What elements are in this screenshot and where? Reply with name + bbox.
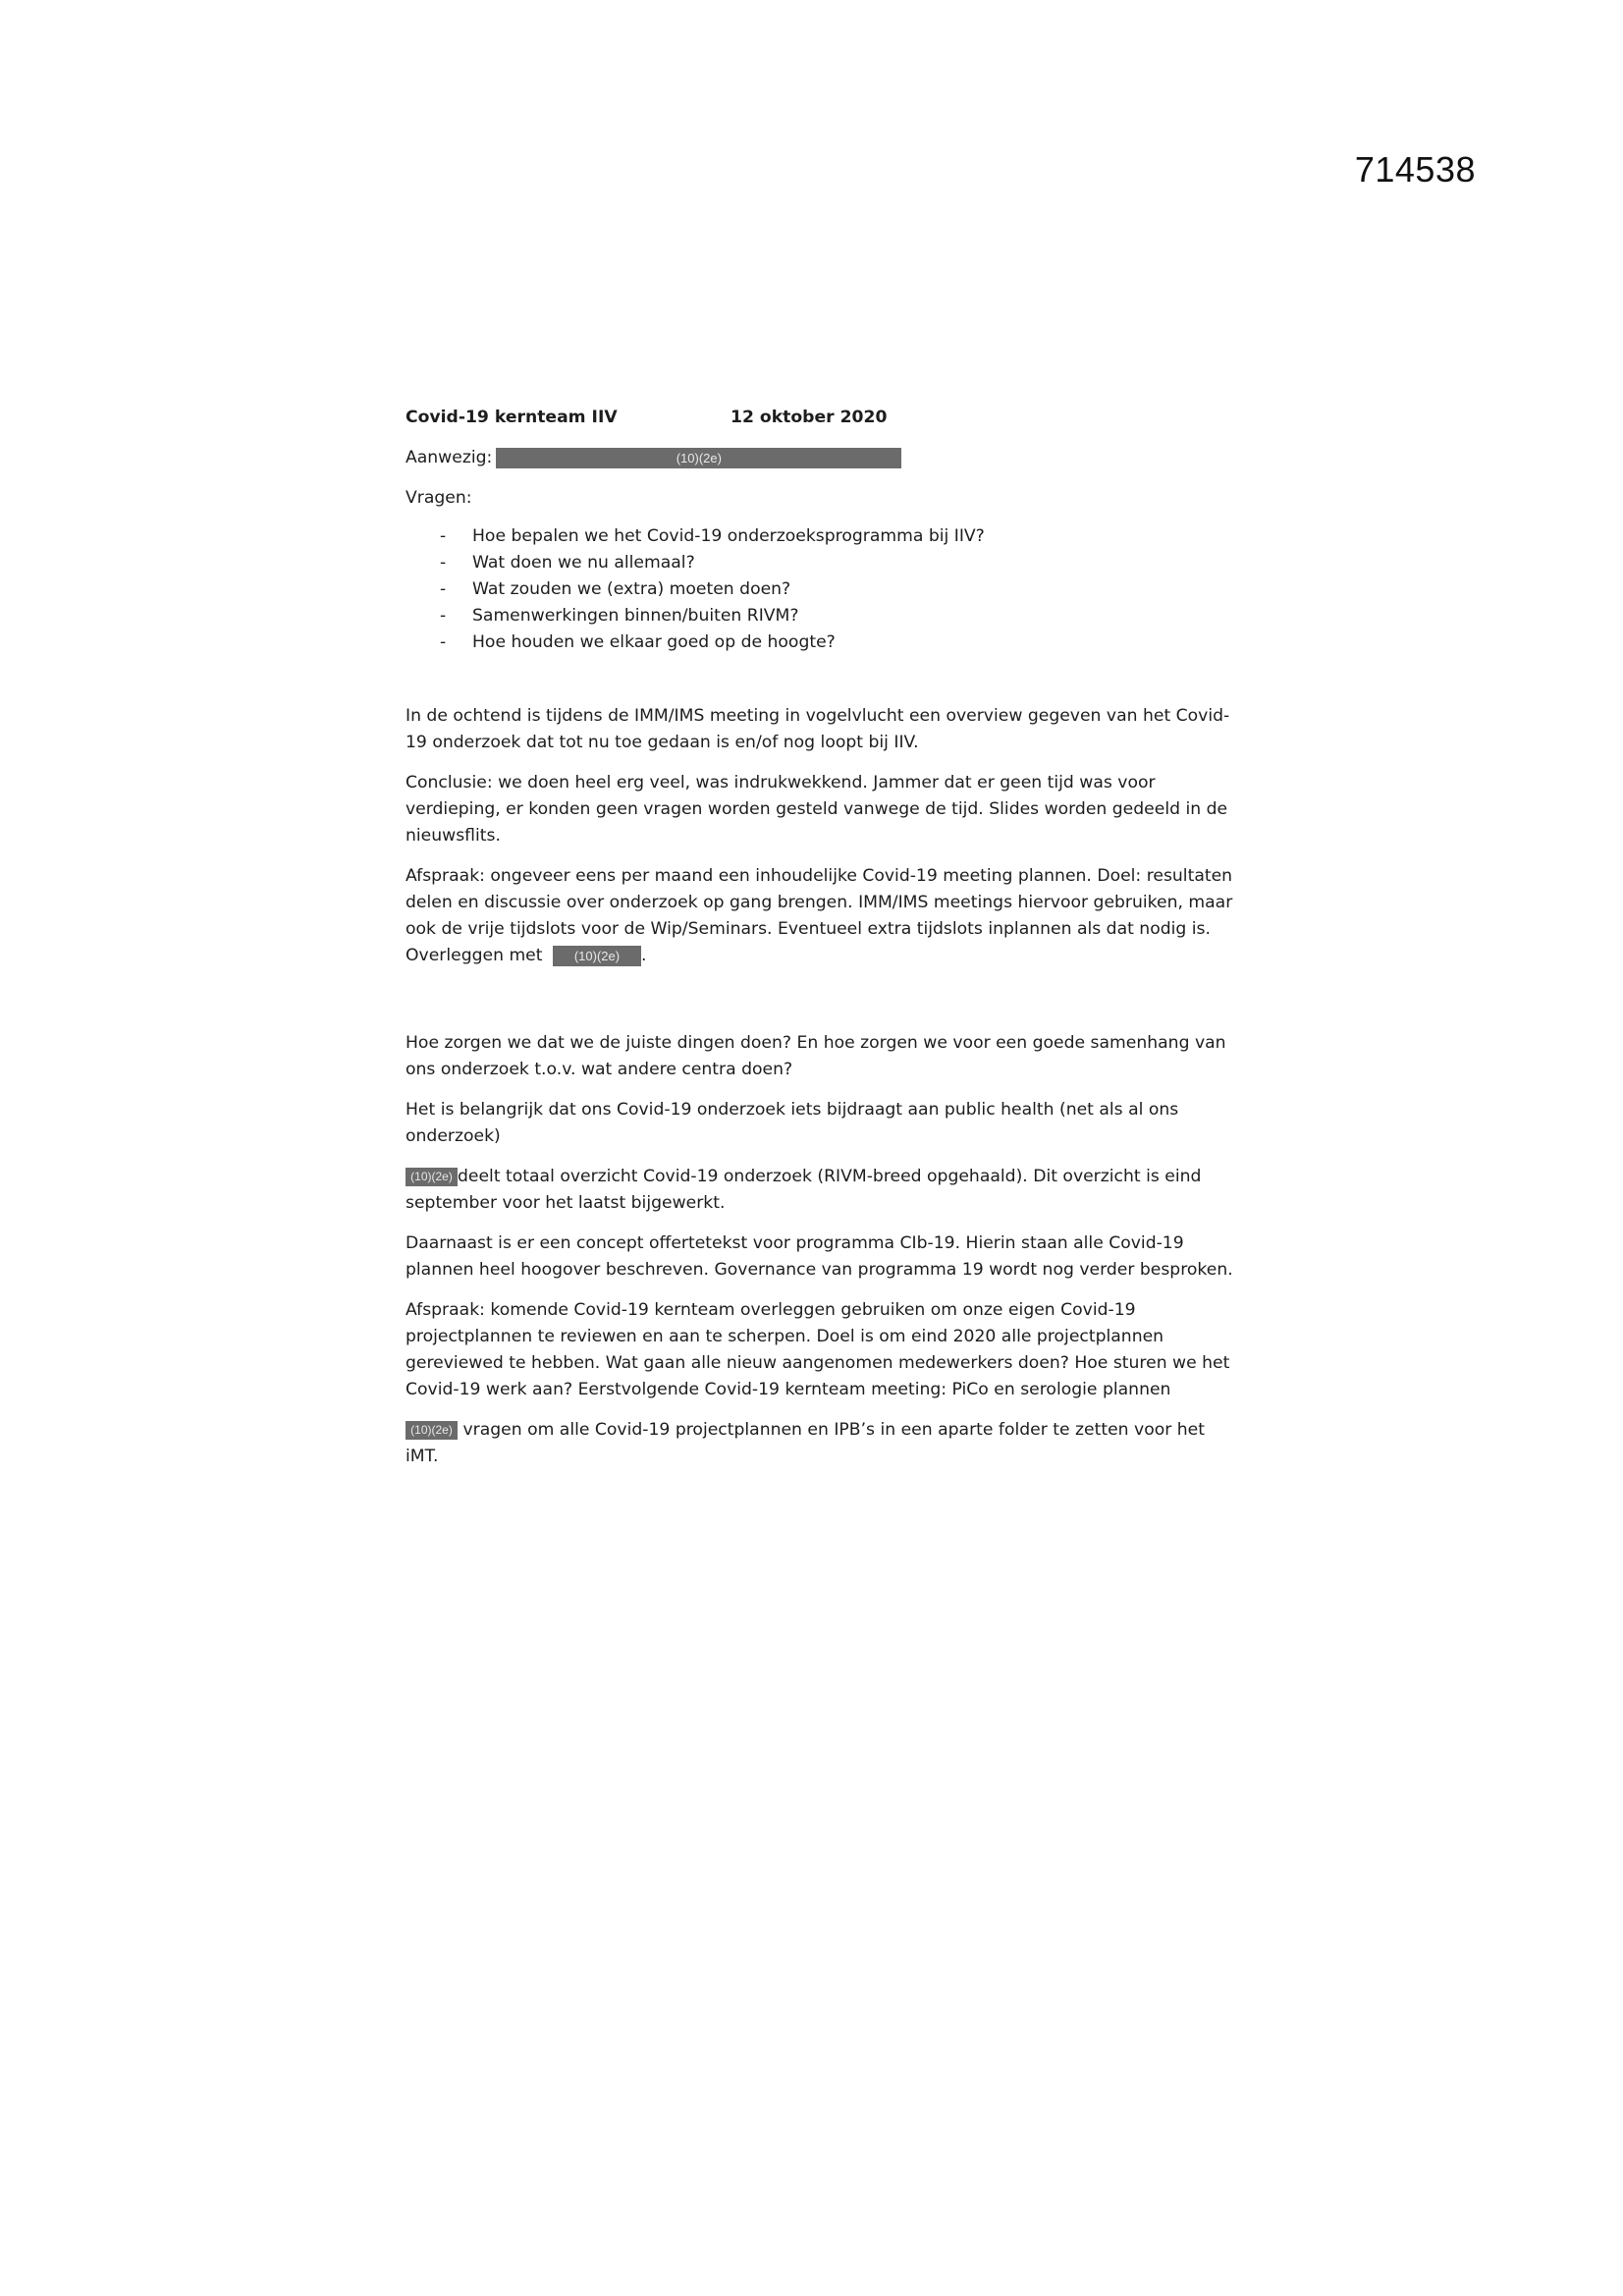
section-spacer xyxy=(406,983,1240,1030)
bullet-dash: - xyxy=(440,606,447,626)
agreement-paragraph: Afspraak: ongeveer eens per maand een inhoudelijke Covid-19 meeting plannen. Doel: resultaten delen en discussie over onderzoek op gang brengen. IMM/IMS meetings hiervoor gebruiken, maar ook de vrije tijdslots voor de Wip/Seminars. Eventueel extra tijdslots inplannen als dat nodig is. Overleggen met (10)(2e) . xyxy=(406,866,1233,965)
consult-redaction: (10)(2e) xyxy=(553,946,641,966)
bullet-dash: - xyxy=(440,526,447,546)
meeting-date: 12 oktober 2020 xyxy=(730,408,888,427)
questions-label: Vragen: xyxy=(406,488,472,508)
folder-request-paragraph: (10)(2e) vragen om alle Covid-19 projectplannen en IPB’s in een aparte folder te zetten voor het iMT. xyxy=(406,1420,1205,1466)
list-item: - Samenwerkingen binnen/buiten RIVM? xyxy=(406,603,1240,629)
header-row xyxy=(406,405,1240,431)
name-redaction: (10)(2e) xyxy=(406,1168,458,1186)
conclusion-paragraph: Conclusie: we doen heel erg veel, was indrukwekkend. Jammer dat er geen tijd was voor verdieping, er konden geen vragen worden gesteld vanwege de tijd. Slides worden gedeeld in de nieuwsflits. xyxy=(406,773,1228,846)
public-health-paragraph: Het is belangrijk dat ons Covid-19 onderzoek iets bijdraagt aan public health (net als al ons onderzoek) xyxy=(406,1100,1179,1146)
attendees-row xyxy=(406,445,1240,471)
overview-share-paragraph: (10)(2e) deelt totaal overzicht Covid-19 onderzoek (RIVM-breed opgehaald). Dit overzicht is eind september voor het laatst bijgewerkt. xyxy=(406,1167,1202,1213)
list-item: - Hoe bepalen we het Covid-19 onderzoeksprogramma bij IIV? xyxy=(406,523,1240,550)
agreement-paragraph-2: Afspraak: komende Covid-19 kernteam overleggen gebruiken om onze eigen Covid-19 projectplannen te reviewen en aan te scherpen. Doel is om eind 2020 alle projectplannen gereviewed te hebben. Wat gaan alle nieuw aangenomen medewerkers doen? Hoe sturen we het Covid-19 werk aan? Eerstvolgende Covid-19 kernteam meeting: PiCo en serologie plannen xyxy=(406,1300,1230,1399)
list-item: - Wat doen we nu allemaal? xyxy=(406,550,1240,576)
list-item: - Wat zouden we (extra) moeten doen? xyxy=(406,576,1240,603)
meeting-notes xyxy=(406,405,1240,1484)
bullet-dash: - xyxy=(440,553,447,573)
overview-paragraph: In de ochtend is tijdens de IMM/IMS meeting in vogelvlucht een overview gegeven van het Covid-19 onderzoek dat tot nu toe gedaan is en/of nog loopt bij IIV. xyxy=(406,706,1230,752)
list-item: - Hoe houden we elkaar goed op de hoogte? xyxy=(406,629,1240,656)
concept-paragraph: Daarnaast is er een concept offertetekst voor programma CIb-19. Hierin staan alle Covid-19 plannen heel hoogover beschreven. Governance van programma 19 wordt nog verder besproken. xyxy=(406,1233,1233,1280)
document-number: 714538 xyxy=(1354,149,1476,190)
bullet-dash: - xyxy=(440,579,447,599)
meeting-title: Covid-19 kernteam IIV xyxy=(406,408,618,427)
questions-list xyxy=(406,523,1240,656)
bullet-dash: - xyxy=(440,632,447,652)
name-redaction: (10)(2e) xyxy=(406,1421,458,1440)
attendees-redaction: (10)(2e) xyxy=(496,448,901,468)
attendees-label: Aanwezig: xyxy=(406,448,493,467)
approach-paragraph: Hoe zorgen we dat we de juiste dingen doen? En hoe zorgen we voor een goede samenhang van ons onderzoek t.o.v. wat andere centra doen? xyxy=(406,1033,1226,1079)
